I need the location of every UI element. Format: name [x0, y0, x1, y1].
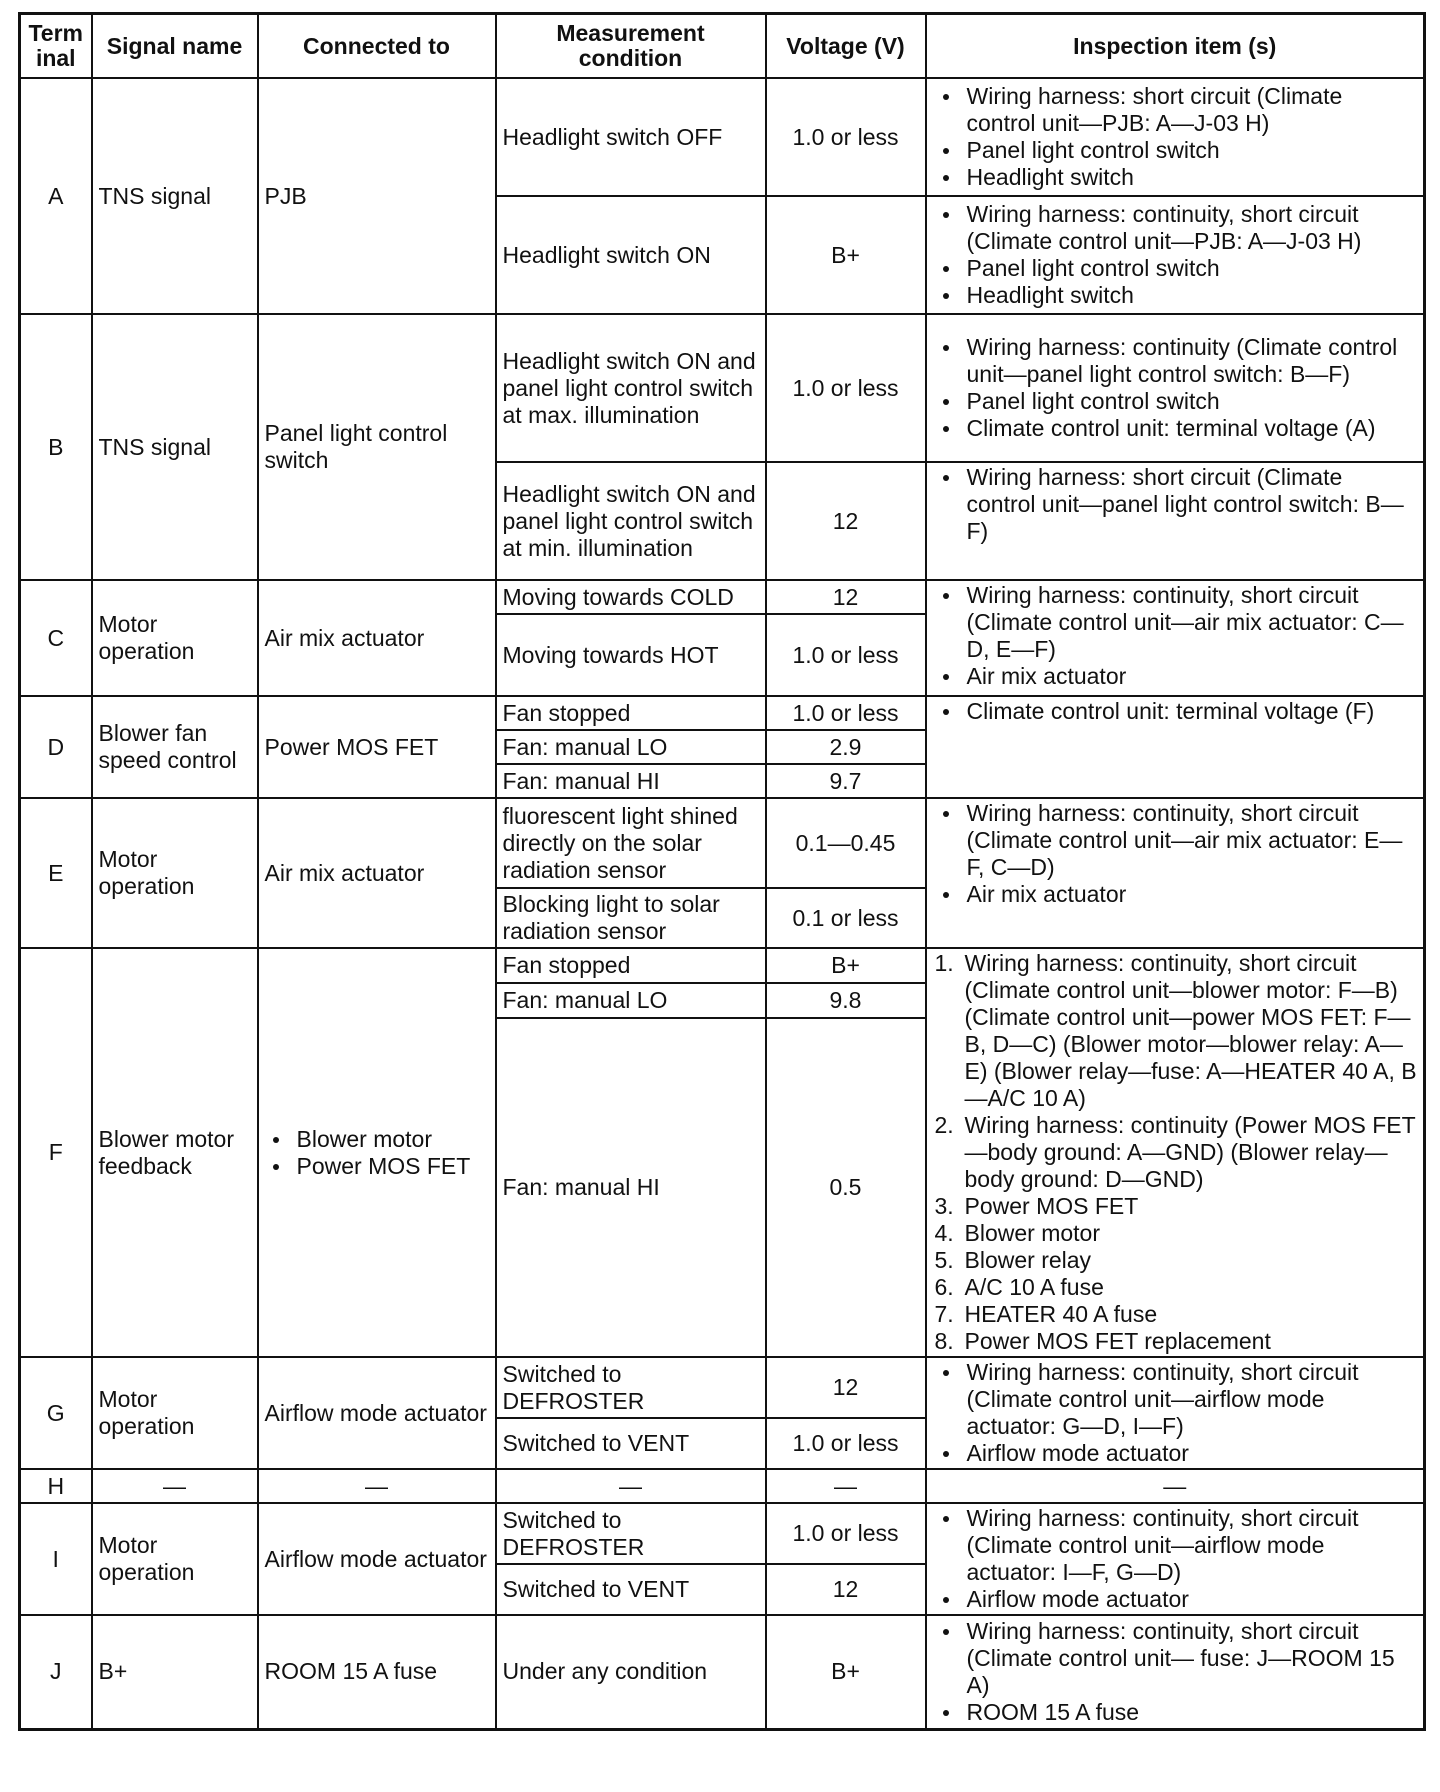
connected-to-cell: — — [258, 1469, 496, 1503]
voltage-cell: 12 — [766, 1564, 926, 1615]
voltage-cell: 1.0 or less — [766, 614, 926, 696]
inspection-list — [935, 83, 1418, 191]
inspection-list — [935, 1618, 1418, 1726]
table-row-d1 — [20, 696, 1425, 730]
list-item: Airflow mode actuator — [935, 1586, 1418, 1613]
inspection-cell — [926, 314, 1425, 462]
item-number: 5. — [934, 1247, 954, 1273]
inspection-numbered-list — [935, 950, 1418, 1355]
voltage-cell: 12 — [766, 580, 926, 614]
condition-cell: Switched to DEFROSTER — [496, 1357, 766, 1418]
condition-cell: Under any condition — [496, 1615, 766, 1729]
item-number: 7. — [934, 1301, 954, 1327]
list-item: Air mix actuator — [935, 663, 1418, 690]
condition-cell: fluorescent light shined directly on the solar radiation sensor — [496, 798, 766, 888]
inspection-list — [935, 201, 1418, 309]
condition-cell: Blocking light to solar radiation sensor — [496, 888, 766, 948]
inspection-cell — [926, 580, 1425, 696]
inspection-list — [935, 698, 1418, 725]
condition-cell: Fan stopped — [496, 948, 766, 983]
table-row-h — [20, 1469, 1425, 1503]
item-text: Blower motor — [964, 1220, 1100, 1246]
item-number: 2. — [934, 1112, 954, 1138]
item-text: Power MOS FET replacement — [964, 1328, 1271, 1354]
numbered-list-item — [935, 1274, 1418, 1301]
header-voltage: Voltage (V) — [766, 14, 926, 79]
inspection-list — [935, 1359, 1418, 1467]
list-item: Headlight switch — [935, 282, 1418, 309]
condition-cell: Switched to VENT — [496, 1564, 766, 1615]
inspection-cell — [926, 78, 1425, 196]
header-terminal: Term inal — [20, 14, 92, 79]
item-text: Blower relay — [964, 1247, 1092, 1273]
voltage-cell: 2.9 — [766, 730, 926, 764]
item-text: Wiring harness: continuity, short circuit (Climate control unit—blower motor: F—B) (Climate control unit—power MOS FET: F—B, D—C) (Blower motor—blower relay: A—E) (Blower relay—fuse: A—HEATER 40 A, B—A/C 10 A) — [964, 950, 1417, 1111]
voltage-cell: 1.0 or less — [766, 1503, 926, 1564]
header-signal-name: Signal name — [92, 14, 258, 79]
list-item: Panel light control switch — [935, 137, 1418, 164]
list-item: Headlight switch — [935, 164, 1418, 191]
voltage-cell: 0.1 or less — [766, 888, 926, 948]
inspection-list — [935, 1505, 1418, 1613]
inspection-cell — [926, 948, 1425, 1357]
terminal-cell: I — [20, 1503, 92, 1615]
terminal-voltage-table — [18, 12, 1426, 1731]
numbered-list-item — [935, 1328, 1418, 1355]
item-number: 8. — [934, 1328, 954, 1354]
signal-name-cell: B+ — [92, 1615, 258, 1729]
list-item: Wiring harness: continuity (Climate control unit—panel light control switch: B—F) — [935, 334, 1418, 388]
list-item: Wiring harness: continuity, short circuit (Climate control unit— fuse: J—ROOM 15 A) — [935, 1618, 1418, 1699]
terminal-cell: C — [20, 580, 92, 696]
header-row — [20, 14, 1425, 79]
condition-cell: — — [496, 1469, 766, 1503]
list-item: Panel light control switch — [935, 255, 1418, 282]
list-item: ROOM 15 A fuse — [935, 1699, 1418, 1726]
inspection-cell — [926, 798, 1425, 948]
condition-cell: Headlight switch ON and panel light control switch at min. illumination — [496, 462, 766, 580]
numbered-list-item — [935, 1193, 1418, 1220]
terminal-voltage-table-sheet — [18, 12, 1423, 1731]
connected-to-cell: Airflow mode actuator — [258, 1503, 496, 1615]
voltage-cell: 0.5 — [766, 1018, 926, 1357]
condition-cell: Headlight switch ON — [496, 196, 766, 314]
item-text: Wiring harness: continuity (Power MOS FET—body ground: A—GND) (Blower relay—body ground: D—GND) — [964, 1112, 1416, 1192]
connected-to-cell — [258, 948, 496, 1357]
condition-cell: Headlight switch ON and panel light control switch at max. illumination — [496, 314, 766, 462]
condition-cell: Fan: manual HI — [496, 764, 766, 798]
connected-to-cell: Air mix actuator — [258, 798, 496, 948]
connected-to-cell: Power MOS FET — [258, 696, 496, 798]
condition-cell: Switched to VENT — [496, 1418, 766, 1469]
numbered-list-item — [935, 1220, 1418, 1247]
terminal-cell: H — [20, 1469, 92, 1503]
item-number: 4. — [934, 1220, 954, 1246]
signal-name-cell: TNS signal — [92, 314, 258, 580]
table-row-e1 — [20, 798, 1425, 888]
signal-name-cell: Blower motor feedback — [92, 948, 258, 1357]
table-row-c1 — [20, 580, 1425, 614]
list-item: Wiring harness: continuity, short circuit (Climate control unit—airflow mode actuator: G—D, I—F) — [935, 1359, 1418, 1440]
item-text: Power MOS FET — [964, 1193, 1139, 1219]
connected-to-cell: Panel light control switch — [258, 314, 496, 580]
list-item: Blower motor — [265, 1126, 489, 1153]
list-item: Climate control unit: terminal voltage (A) — [935, 415, 1418, 442]
inspection-cell — [926, 462, 1425, 580]
item-text: HEATER 40 A fuse — [964, 1301, 1158, 1327]
numbered-list-item — [935, 1112, 1418, 1193]
list-item: Wiring harness: continuity, short circuit (Climate control unit—air mix actuator: C—D, E—F) — [935, 582, 1418, 663]
connected-to-cell: ROOM 15 A fuse — [258, 1615, 496, 1729]
voltage-cell: 1.0 or less — [766, 696, 926, 730]
signal-name-cell: TNS signal — [92, 78, 258, 314]
table-row-i1 — [20, 1503, 1425, 1564]
condition-cell: Moving towards COLD — [496, 580, 766, 614]
list-item: Power MOS FET — [265, 1153, 489, 1180]
list-item: Wiring harness: continuity, short circuit (Climate control unit—air mix actuator: E—F, C—D) — [935, 800, 1418, 881]
list-item: Wiring harness: short circuit (Climate control unit—panel light control switch: B—F) — [935, 464, 1418, 545]
voltage-cell: 0.1—0.45 — [766, 798, 926, 888]
terminal-cell: J — [20, 1615, 92, 1729]
header-inspection-items: Inspection item (s) — [926, 14, 1425, 79]
item-text: A/C 10 A fuse — [964, 1274, 1104, 1300]
table-row-j — [20, 1615, 1425, 1729]
list-item: Wiring harness: continuity, short circuit (Climate control unit—PJB: A—J-03 H) — [935, 201, 1418, 255]
inspection-list — [935, 582, 1418, 690]
header-connected-to: Connected to — [258, 14, 496, 79]
numbered-list-item — [935, 1247, 1418, 1274]
voltage-cell: B+ — [766, 196, 926, 314]
table-row-b1 — [20, 314, 1425, 462]
inspection-cell — [926, 196, 1425, 314]
signal-name-cell: Motor operation — [92, 1503, 258, 1615]
table-row-a1 — [20, 78, 1425, 196]
inspection-list — [935, 800, 1418, 908]
terminal-cell: A — [20, 78, 92, 314]
voltage-cell: 1.0 or less — [766, 78, 926, 196]
terminal-cell: G — [20, 1357, 92, 1469]
connected-to-cell: PJB — [258, 78, 496, 314]
connected-to-list — [265, 1126, 489, 1180]
signal-name-cell: — — [92, 1469, 258, 1503]
terminal-cell: F — [20, 948, 92, 1357]
numbered-list-item — [935, 1301, 1418, 1328]
condition-cell: Fan: manual HI — [496, 1018, 766, 1357]
list-item: Panel light control switch — [935, 388, 1418, 415]
inspection-cell — [926, 696, 1425, 798]
terminal-cell: B — [20, 314, 92, 580]
item-number: 3. — [934, 1193, 954, 1219]
signal-name-cell: Blower fan speed control — [92, 696, 258, 798]
voltage-cell: 1.0 or less — [766, 314, 926, 462]
condition-cell: Switched to DEFROSTER — [496, 1503, 766, 1564]
header-measurement-condition: Measurement condition — [496, 14, 766, 79]
voltage-cell: B+ — [766, 1615, 926, 1729]
list-item: Wiring harness: short circuit (Climate control unit—PJB: A—J-03 H) — [935, 83, 1418, 137]
item-number: 6. — [934, 1274, 954, 1300]
voltage-cell: 12 — [766, 462, 926, 580]
list-item: Wiring harness: continuity, short circuit (Climate control unit—airflow mode actuator: I—F, G—D) — [935, 1505, 1418, 1586]
condition-cell: Fan stopped — [496, 696, 766, 730]
signal-name-cell: Motor operation — [92, 798, 258, 948]
inspection-list — [935, 334, 1418, 442]
inspection-cell — [926, 1357, 1425, 1469]
table-row-f1 — [20, 948, 1425, 983]
inspection-cell: — — [926, 1469, 1425, 1503]
voltage-cell: 9.8 — [766, 983, 926, 1018]
signal-name-cell: Motor operation — [92, 1357, 258, 1469]
voltage-cell: — — [766, 1469, 926, 1503]
voltage-cell: 1.0 or less — [766, 1418, 926, 1469]
voltage-cell: 9.7 — [766, 764, 926, 798]
voltage-cell: 12 — [766, 1357, 926, 1418]
signal-name-cell: Motor operation — [92, 580, 258, 696]
terminal-cell: E — [20, 798, 92, 948]
list-item: Climate control unit: terminal voltage (F) — [935, 698, 1418, 725]
terminal-cell: D — [20, 696, 92, 798]
connected-to-cell: Airflow mode actuator — [258, 1357, 496, 1469]
inspection-cell — [926, 1503, 1425, 1615]
list-item: Airflow mode actuator — [935, 1440, 1418, 1467]
condition-cell: Fan: manual LO — [496, 730, 766, 764]
condition-cell: Headlight switch OFF — [496, 78, 766, 196]
numbered-list-item — [935, 950, 1418, 1112]
table-row-g1 — [20, 1357, 1425, 1418]
inspection-cell — [926, 1615, 1425, 1729]
inspection-list — [935, 464, 1418, 545]
voltage-cell: B+ — [766, 948, 926, 983]
condition-cell: Moving towards HOT — [496, 614, 766, 696]
list-item: Air mix actuator — [935, 881, 1418, 908]
condition-cell: Fan: manual LO — [496, 983, 766, 1018]
connected-to-cell: Air mix actuator — [258, 580, 496, 696]
item-number: 1. — [934, 950, 954, 976]
